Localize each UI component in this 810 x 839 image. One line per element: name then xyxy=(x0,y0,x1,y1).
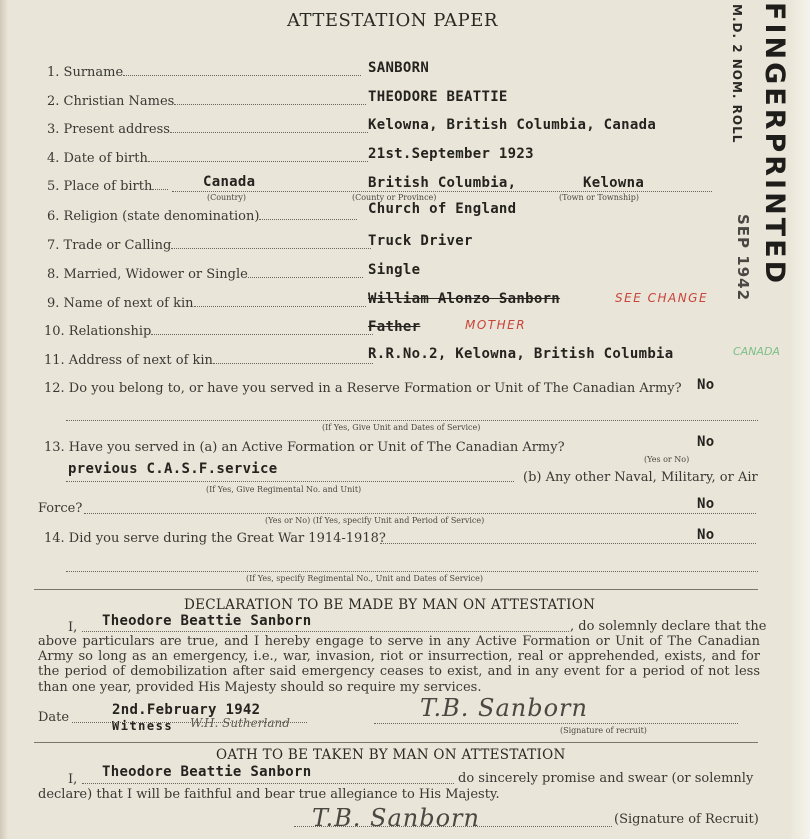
caption-province: (County or Province) xyxy=(352,193,437,202)
typed-13-previous-service: previous C.A.S.F.service xyxy=(68,461,278,477)
field-label-date-of-birth: 4. Date of birth xyxy=(47,150,368,166)
caption-13-yesno: (Yes or No) xyxy=(644,455,690,464)
field-value-religion: Church of England xyxy=(368,201,517,217)
place-of-birth-line xyxy=(172,191,712,192)
field-value-marital-status: Single xyxy=(368,262,421,278)
field-label-trade: 7. Trade or Calling xyxy=(47,237,371,253)
field-label-religion: 6. Religion (state denomination) xyxy=(47,208,357,224)
declaration-name-line xyxy=(82,631,569,632)
declaration-signature-caption: (Signature of recruit) xyxy=(560,726,647,735)
field-label-place-of-birth: 5. Place of birth xyxy=(47,178,168,194)
field-value-next-of-kin: William Alonzo Sanborn xyxy=(368,291,561,307)
question-12: 12. Do you belong to, or have you served in a Reserve Formation or Unit of The Canadian Army? xyxy=(44,381,682,396)
question-13b: (b) Any other Naval, Military, or Air xyxy=(523,470,758,485)
field-value-surname: SANBORN xyxy=(368,60,430,76)
question-14: 14. Did you serve during the Great War 1914-1918? xyxy=(44,531,386,546)
page-title: ATTESTATION PAPER xyxy=(287,10,498,31)
q13b-line xyxy=(84,513,756,514)
witness-label: Witness xyxy=(112,719,174,733)
oath-signature-caption: (Signature of Recruit) xyxy=(614,812,759,827)
field-label-surname: 1. Surname xyxy=(47,64,361,80)
field-value-date-of-birth: 21st.September 1923 xyxy=(368,146,534,162)
fingerprinted-stamp: FINGERPRINTED xyxy=(759,2,790,286)
answer-12: No xyxy=(697,377,715,393)
field-value-address-next-of-kin: R.R.No.2, Kelowna, British Columbia xyxy=(368,346,674,362)
section-divider xyxy=(34,589,758,590)
field-value-christian-names: THEODORE BEATTIE xyxy=(368,89,508,105)
declaration-name: Theodore Beattie Sanborn xyxy=(102,613,312,629)
oath-signature-line xyxy=(294,826,612,827)
declaration-heading: DECLARATION TO BE MADE BY MAN ON ATTESTATION xyxy=(184,597,596,613)
date-label: Date xyxy=(38,710,70,725)
question-13b-force: Force? xyxy=(38,501,83,516)
declaration-i: I, xyxy=(68,620,78,635)
q13a-line xyxy=(66,481,514,482)
declaration-signature-line xyxy=(374,723,738,724)
oath-name-line xyxy=(82,783,454,784)
q12-line xyxy=(66,420,758,421)
field-value-birth-town: Kelowna xyxy=(583,175,645,191)
declaration-after-name: , do solemnly declare that the xyxy=(570,619,767,634)
declaration-date: 2nd.February 1942 xyxy=(112,702,261,718)
page-right-edge xyxy=(788,0,810,839)
field-value-trade: Truck Driver xyxy=(368,233,473,249)
green-annotation: CANADA xyxy=(733,345,780,358)
q14-line xyxy=(66,571,758,572)
oath-after-name: do sincerely promise and swear (or solemnly xyxy=(458,771,754,786)
oath-heading: OATH TO BE TAKEN BY MAN ON ATTESTATION xyxy=(216,747,566,763)
field-label-marital-status: 8. Married, Widower or Single xyxy=(47,266,363,282)
field-label-address-next-of-kin: 11. Address of next of kin xyxy=(44,352,373,368)
next-of-kin-correction: SEE CHANGE xyxy=(615,291,709,305)
caption-town: (Town or Township) xyxy=(559,193,639,202)
field-label-next-of-kin: 9. Name of next of kin xyxy=(47,295,366,311)
oath-line2: declare) that I will be faithful and bear true allegiance to His Majesty. xyxy=(38,787,500,802)
relationship-correction: MOTHER xyxy=(465,318,527,332)
date-stamp: SEP 1942 xyxy=(734,214,752,302)
field-label-christian-names: 2. Christian Names xyxy=(47,93,366,109)
recruit-signature-declaration: T.B. Sanborn xyxy=(420,694,588,722)
oath-i: I, xyxy=(68,772,78,787)
page-left-edge xyxy=(0,0,8,839)
field-label-present-address: 3. Present address xyxy=(47,121,368,137)
declaration-body: above particulars are true, and I hereby engage to serve in any Active Formation or Unit of The Canadian Army so long as an emergency, i.e., war, invasion, riot or insurrection, real or apprehended, exists, and for the period of demobilization after said emergency ceases to exist, and in any event for a period of not less than one year, provided His Majesty should so require my services. xyxy=(38,634,760,695)
answer-14: No xyxy=(697,527,715,543)
q14-answer-line xyxy=(380,543,756,544)
answer-13b: No xyxy=(697,496,715,512)
caption-country: (Country) xyxy=(207,193,247,202)
md-roll-stamp: M.D. 2 NOM. ROLL xyxy=(730,4,744,144)
answer-13a: No xyxy=(697,434,715,450)
field-value-present-address: Kelowna, British Columbia, Canada xyxy=(368,117,657,133)
caption-14: (If Yes, specify Regimental No., Unit and Dates of Service) xyxy=(246,574,483,583)
recruit-signature-oath: T.B. Sanborn xyxy=(312,804,480,832)
field-value-relationship: Father xyxy=(368,319,421,335)
caption-13b: (Yes or No) (If Yes, specify Unit and Period of Service) xyxy=(265,516,485,525)
question-13: 13. Have you served in (a) an Active Formation or Unit of The Canadian Army? xyxy=(44,440,565,455)
caption-13a: (If Yes, Give Regimental No. and Unit) xyxy=(206,485,362,494)
caption-12: (If Yes, Give Unit and Dates of Service) xyxy=(322,423,481,432)
field-value-birth-country: Canada xyxy=(203,174,256,190)
field-label-relationship: 10. Relationship xyxy=(44,323,373,339)
witness-signature: W.H. Sutherland xyxy=(190,716,290,730)
oath-name: Theodore Beattie Sanborn xyxy=(102,764,312,780)
field-value-birth-province: British Columbia, xyxy=(368,175,517,191)
section-divider-2 xyxy=(34,742,758,743)
